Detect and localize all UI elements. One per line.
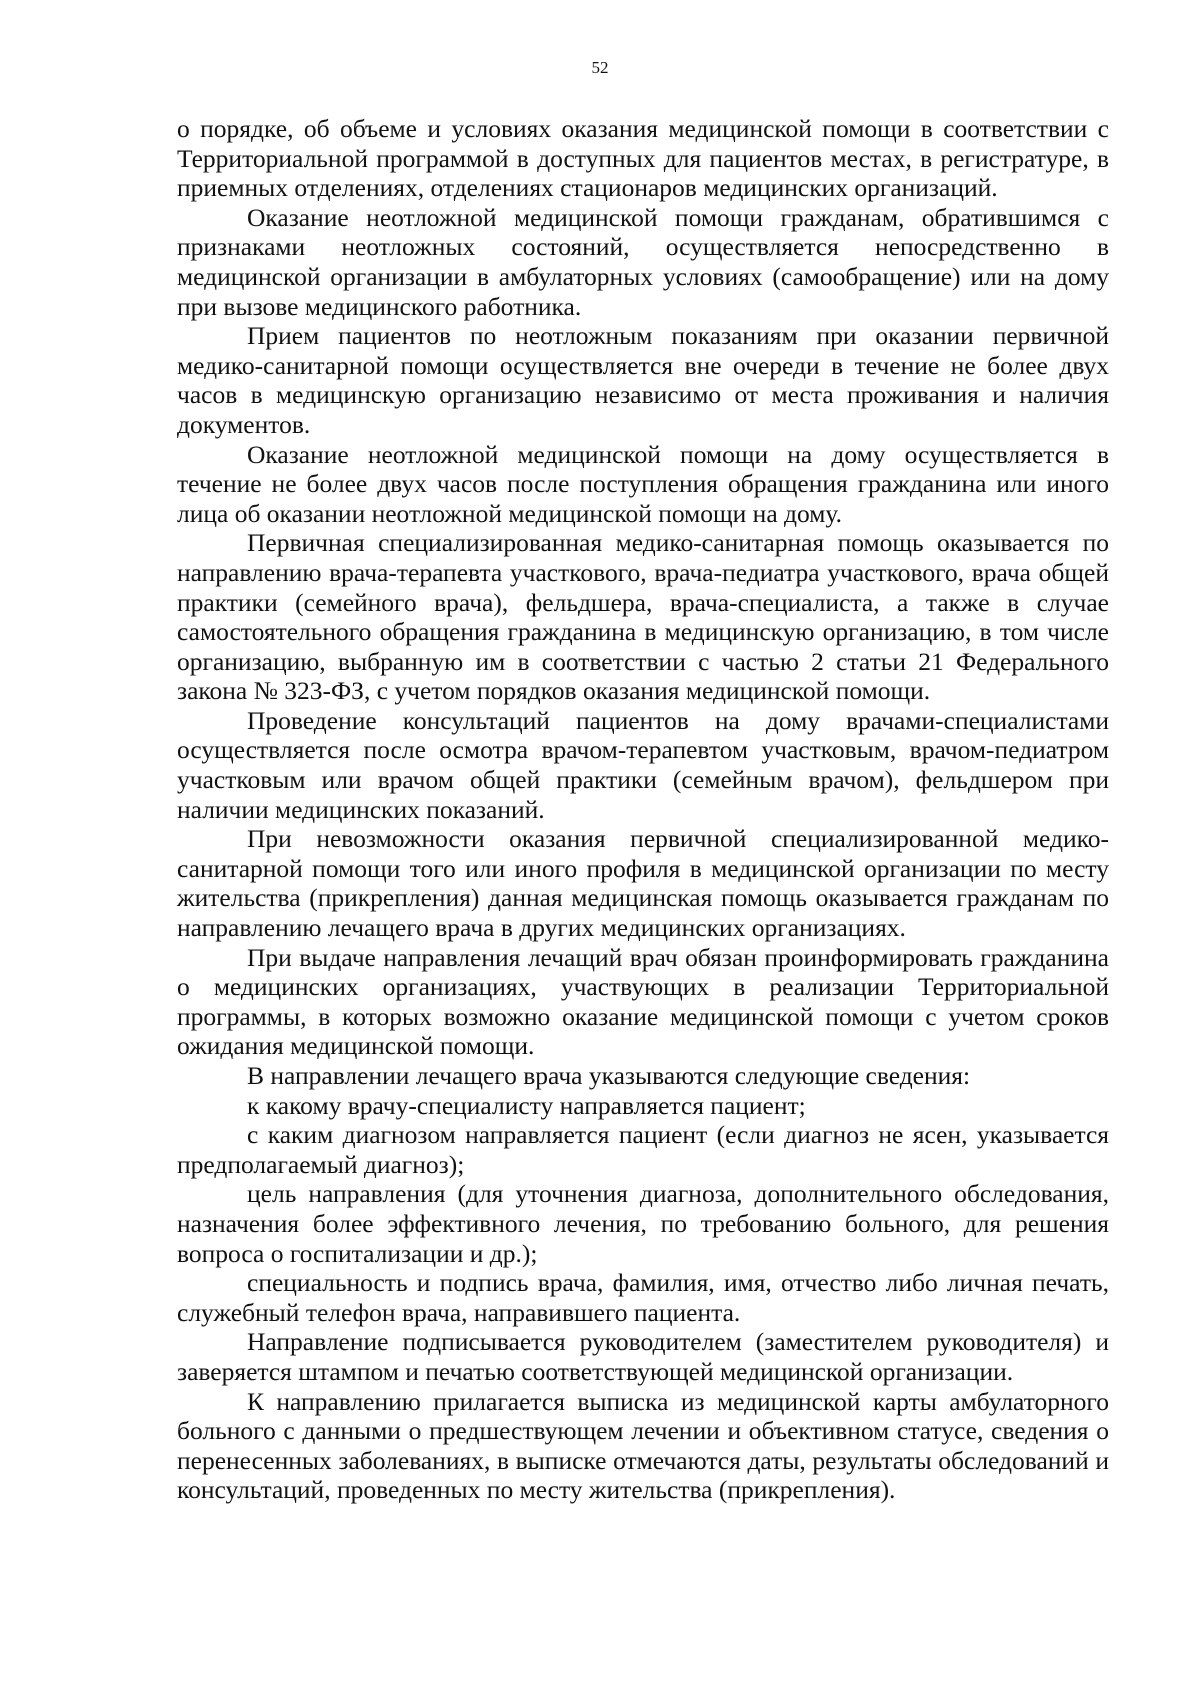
list-item: с каким диагнозом направляется пациент (если диагноз не ясен, указывается предполагаемый диагноз);	[177, 1120, 1109, 1179]
paragraph: Направление подписывается руководителем (заместителем руководителя) и заверяется штампом и печатью соответствующей медицинской организации.	[177, 1327, 1109, 1386]
paragraph: Первичная специализированная медико-санитарная помощь оказывается по направлению врача-терапевта участкового, врача-педиатра участкового, врача общей практики (семейного врача), фельдшера, врача-специалиста, а также в случае самостоятельного обращения гражданина в медицинскую организацию, в том числе организацию, выбранную им в соответствии с частью 2 статьи 21 Федерального закона № 323-ФЗ, с учетом порядков оказания медицинской помощи.	[177, 528, 1109, 706]
paragraph: Проведение консультаций пациентов на дому врачами-специалистами осуществляется после осмотра врачом-терапевтом участковым, врачом-педиатром участковым или врачом общей практики (семейным врачом), фельдшером при наличии медицинских показаний.	[177, 705, 1109, 824]
list-item: специальность и подпись врача, фамилия, имя, отчество либо личная печать, служебный телефон врача, направившего пациента.	[177, 1268, 1109, 1327]
paragraph: Прием пациентов по неотложным показаниям при оказании первичной медико-санитарной помощи осуществляется вне очереди в течение не более двух часов в медицинскую организацию независимо от места проживания и наличия документов.	[177, 321, 1109, 439]
paragraph: В направлении лечащего врача указываются следующие сведения:	[247, 1061, 971, 1090]
paragraph: При невозможности оказания первичной специализированной медико-санитарной помощи того или иного профиля в медицинской организации по месту жительства (прикрепления) данная медицинская помощь оказывается гражданам по направлению лечащего врача в других медицинских организациях.	[177, 824, 1109, 943]
list-item: цель направления (для уточнения диагноза, дополнительного обследования, назначения более эффективного лечения, по требованию больного, для решения вопроса о госпитализации и др.);	[177, 1179, 1109, 1268]
paragraph: Оказание неотложной медицинской помощи гражданам, обратившимся с признаками неотложных состояний, осуществляется непосредственно в медицинской организации в амбулаторных условиях (самообращение) или на дому при вызове медицинского работника.	[177, 202, 1109, 321]
paragraph: К направлению прилагается выписка из медицинской карты амбулаторного больного с данными о предшествующем лечении и объективном статусе, сведения о перенесенных заболеваниях, в выписке отмечаются даты, результаты обследований и консультаций, проведенных по месту жительства (прикрепления).	[177, 1386, 1109, 1505]
paragraph: Оказание неотложной медицинской помощи на дому осуществляется в течение не более двух часов после поступления обращения гражданина или иного лица об оказании неотложной медицинской помощи на дому.	[177, 439, 1109, 528]
paragraph: о порядке, об объеме и условиях оказания медицинской помощи в соответствии с Территориальной программой в доступных для пациентов местах, в регистратуре, в приемных отделениях, отделениях стационаров медицинских организаций.	[177, 114, 1109, 203]
page-number: 52	[591, 58, 609, 77]
paragraph: При выдаче направления лечащий врач обязан проинформировать гражданина о медицинских организациях, участвующих в реализации Территориальной программы, в которых возможно оказание медицинской помощи с учетом сроков ожидания медицинской помощи.	[177, 942, 1109, 1061]
list-item: к какому врачу-специалисту направляется пациент;	[247, 1090, 806, 1120]
document-body	[177, 114, 1109, 1505]
